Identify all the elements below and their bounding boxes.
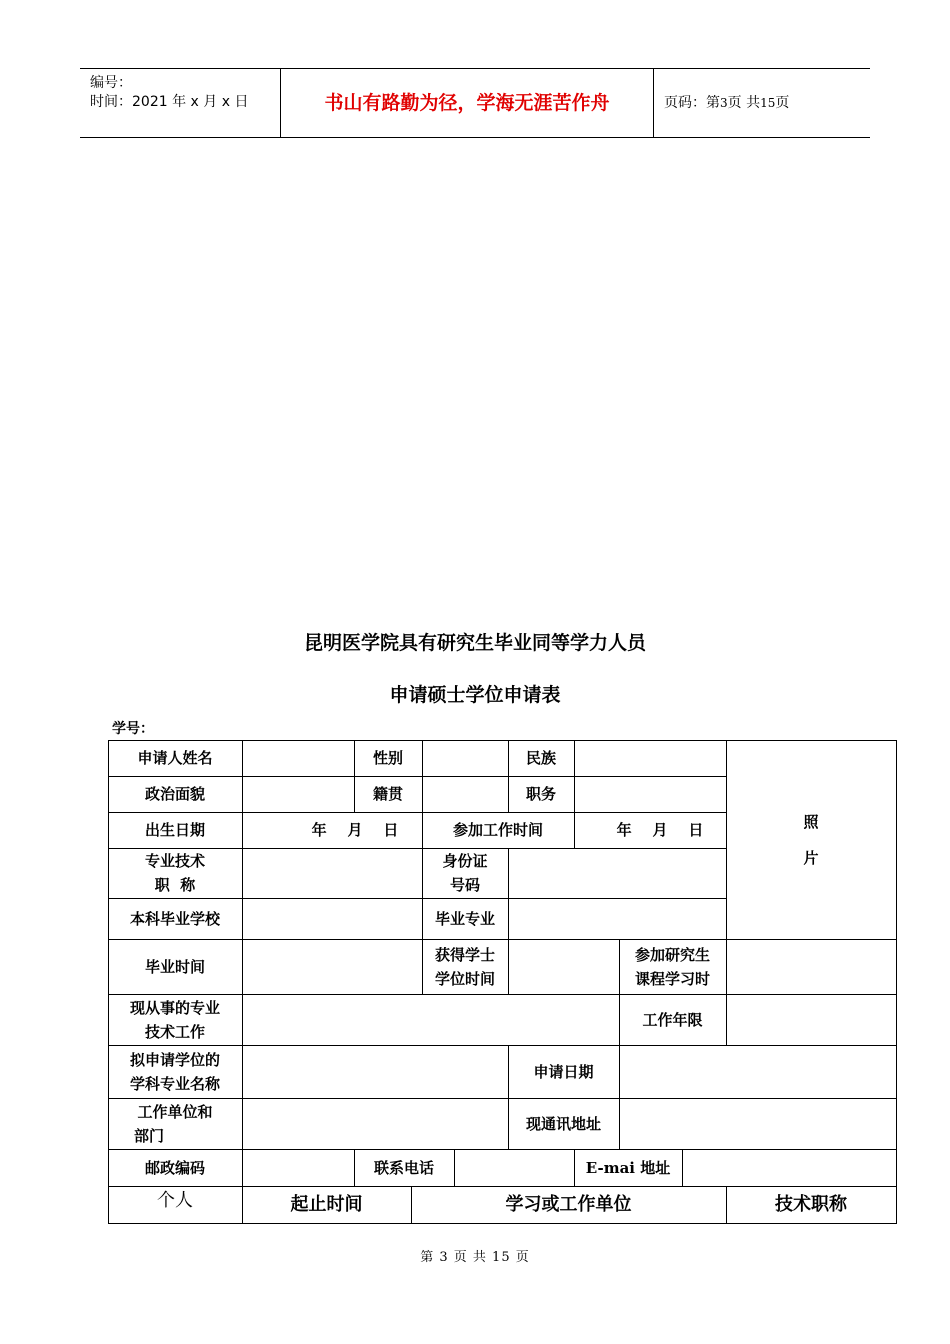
form-title-line1: 昆明医学院具有研究生毕业同等学力人员 [303,632,646,654]
page-prefix: 页码：第 [664,95,720,111]
label-course-2: 课程学习时 [634,969,710,988]
label-application-date: 申请日期 [533,1062,594,1081]
page-total: 15 [760,96,776,110]
label-graduation-major: 毕业专业 [434,909,495,928]
label-postcode: 邮政编码 [144,1158,205,1177]
work-start-ymd: 年 月 日 [616,821,704,839]
label-current-work-2: 技术工作 [144,1022,205,1041]
label-bachelor-1: 获得学士 [434,945,495,964]
header-page-info [654,69,870,137]
label-professional-title [108,848,242,898]
label-id-number-1: 身份证 [442,852,488,870]
header-technical-title: 技术职称 [775,1194,847,1215]
form-title-line2: 申请硕士学位申请表 [389,684,561,706]
header-meta [80,69,281,137]
label-graduation-time: 毕业时间 [144,957,205,976]
application-form-table [108,740,897,1224]
label-unit-2: 部门 [134,1126,165,1145]
photo-label-1: 照 [803,813,819,831]
label-subject-1: 拟申请学位的 [129,1050,220,1069]
label-phone: 联系电话 [373,1158,434,1177]
label-political-status: 政治面貌 [144,785,205,803]
label-email: E-mai 地址 [585,1158,671,1177]
page-mid: 页 共 [727,95,761,111]
label-work-years: 工作年限 [642,1010,703,1029]
label-graduate-course-study [619,939,726,994]
page-suffix: 页 [775,95,790,111]
photo-label-2: 片 [803,849,819,867]
label-applicant-name: 申请人姓名 [137,749,213,767]
label-mailing-address: 现通讯地址 [525,1114,601,1133]
label-bachelor-2: 学位时间 [434,969,495,988]
birth-date-ymd: 年 月 日 [311,821,399,839]
label-professional-title-2: 职 称 [154,876,196,894]
label-current-work [108,994,242,1045]
label-id-number [422,848,508,898]
page-current: 3 [720,96,728,110]
document-time-label: 时间：2021 年 x 月 x 日 [90,94,249,110]
label-unit-1: 工作单位和 [137,1102,213,1121]
header-motto: 书山有路勤为径，学海无涯苦作舟 [281,69,654,137]
label-subject-2: 学科专业名称 [129,1074,220,1093]
label-professional-title-1: 专业技术 [144,852,205,870]
header-study-work-unit: 学习或工作单位 [505,1194,632,1215]
label-course-1: 参加研究生 [634,945,710,964]
label-id-number-2: 号码 [449,876,480,894]
label-work-unit [108,1098,242,1149]
header-period: 起止时间 [290,1194,363,1215]
label-birth-date: 出生日期 [144,821,205,839]
label-undergrad-school: 本科毕业学校 [129,909,220,928]
label-current-work-1: 现从事的专业 [129,998,220,1017]
label-ethnicity: 民族 [525,749,556,767]
student-number-label: 学号： [112,721,154,737]
page-footer: 第 3 页 共 15 页 [420,1250,530,1265]
page-header [80,68,870,138]
label-bachelor-degree-time [422,939,508,994]
label-work-start-date: 参加工作时间 [452,821,543,839]
label-personal: 个人 [157,1190,193,1211]
label-position: 职务 [525,785,556,803]
label-native-place: 籍贯 [372,785,403,803]
label-degree-subject [108,1045,242,1098]
document-number-label: 编号： [90,75,132,91]
label-gender: 性别 [372,749,403,767]
